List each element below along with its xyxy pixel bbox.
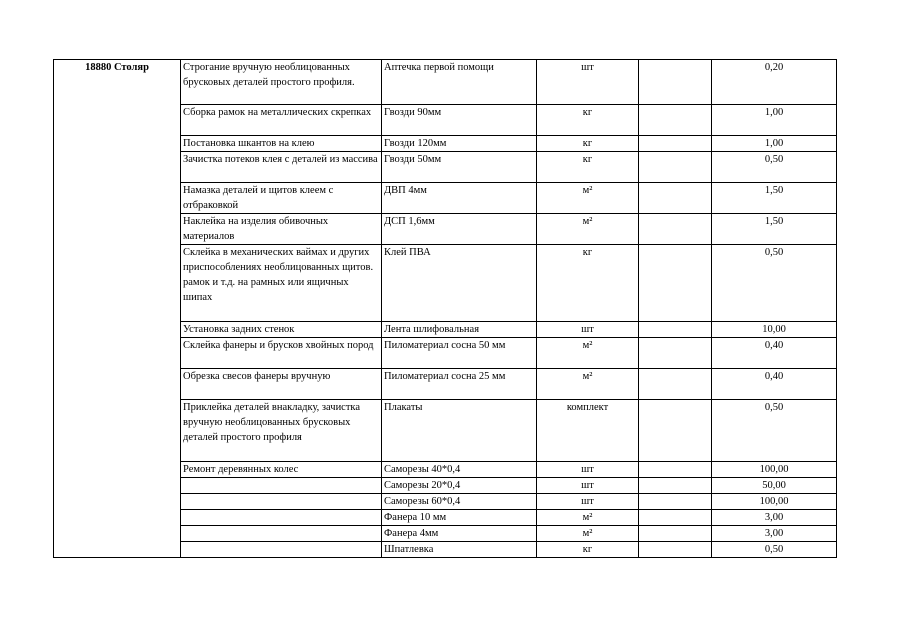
unit-cell: шт <box>537 322 639 338</box>
work-cell: Установка задних стенок <box>181 322 382 338</box>
quantity-cell: 3,00 <box>712 510 837 526</box>
unit-cell: кг <box>537 136 639 152</box>
material-cell: Фанера 10 мм <box>382 510 537 526</box>
empty-cell <box>639 510 712 526</box>
quantity-cell: 0,40 <box>712 369 837 400</box>
quantity-cell: 1,50 <box>712 183 837 214</box>
unit-cell: м² <box>537 526 639 542</box>
work-cell: Склейка фанеры и брусков хвойных пород <box>181 338 382 369</box>
unit-cell: м² <box>537 510 639 526</box>
work-cell: Постановка шкантов на клею <box>181 136 382 152</box>
material-cell: Гвозди 50мм <box>382 152 537 183</box>
quantity-cell: 0,40 <box>712 338 837 369</box>
quantity-cell: 0,50 <box>712 152 837 183</box>
unit-cell: м² <box>537 183 639 214</box>
work-cell <box>181 494 382 510</box>
unit-cell: шт <box>537 478 639 494</box>
work-cell: Наклейка на изделия обивочных материалов <box>181 214 382 245</box>
materials-table <box>53 59 837 558</box>
unit-cell: кг <box>537 152 639 183</box>
unit-cell: кг <box>537 542 639 558</box>
material-cell: Пиломатериал сосна 25 мм <box>382 369 537 400</box>
empty-cell <box>639 183 712 214</box>
table-row <box>54 60 837 105</box>
work-cell: Сборка рамок на металлических скрепках <box>181 105 382 136</box>
empty-cell <box>639 494 712 510</box>
unit-cell: м² <box>537 369 639 400</box>
work-cell: Строгание вручную необлицованных брусковых деталей простого профиля. <box>181 60 382 105</box>
empty-cell <box>639 369 712 400</box>
materials-table-body <box>54 60 837 558</box>
empty-cell <box>639 136 712 152</box>
quantity-cell: 100,00 <box>712 462 837 478</box>
unit-cell: м² <box>537 214 639 245</box>
material-cell: Лента шлифовальная <box>382 322 537 338</box>
unit-cell: комплект <box>537 400 639 462</box>
quantity-cell: 0,50 <box>712 542 837 558</box>
quantity-cell: 0,50 <box>712 245 837 322</box>
quantity-cell: 0,50 <box>712 400 837 462</box>
empty-cell <box>639 542 712 558</box>
empty-cell <box>639 338 712 369</box>
quantity-cell: 100,00 <box>712 494 837 510</box>
unit-cell: м² <box>537 338 639 369</box>
quantity-cell: 0,20 <box>712 60 837 105</box>
empty-cell <box>639 60 712 105</box>
work-cell <box>181 478 382 494</box>
quantity-cell: 3,00 <box>712 526 837 542</box>
empty-cell <box>639 400 712 462</box>
empty-cell <box>639 462 712 478</box>
material-cell: Плакаты <box>382 400 537 462</box>
material-cell: ДСП 1,6мм <box>382 214 537 245</box>
work-cell: Ремонт деревянных колес <box>181 462 382 478</box>
quantity-cell: 50,00 <box>712 478 837 494</box>
material-cell: Саморезы 40*0,4 <box>382 462 537 478</box>
unit-cell: кг <box>537 105 639 136</box>
unit-cell: шт <box>537 494 639 510</box>
quantity-cell: 1,00 <box>712 136 837 152</box>
empty-cell <box>639 245 712 322</box>
unit-cell: шт <box>537 60 639 105</box>
material-cell: Саморезы 60*0,4 <box>382 494 537 510</box>
quantity-cell: 10,00 <box>712 322 837 338</box>
empty-cell <box>639 322 712 338</box>
material-cell: Фанера 4мм <box>382 526 537 542</box>
empty-cell <box>639 105 712 136</box>
material-cell: Клей ПВА <box>382 245 537 322</box>
work-cell: Зачистка потеков клея с деталей из массива <box>181 152 382 183</box>
empty-cell <box>639 152 712 183</box>
work-cell: Намазка деталей и щитов клеем с отбраковкой <box>181 183 382 214</box>
work-cell <box>181 526 382 542</box>
unit-cell: шт <box>537 462 639 478</box>
material-cell: Пиломатериал сосна 50 мм <box>382 338 537 369</box>
unit-cell: кг <box>537 245 639 322</box>
work-cell <box>181 542 382 558</box>
empty-cell <box>639 214 712 245</box>
quantity-cell: 1,50 <box>712 214 837 245</box>
empty-cell <box>639 478 712 494</box>
material-cell: Шпатлевка <box>382 542 537 558</box>
work-cell: Обрезка свесов фанеры вручную <box>181 369 382 400</box>
empty-cell <box>639 526 712 542</box>
profession-cell: 18880 Столяр <box>54 60 181 558</box>
quantity-cell: 1,00 <box>712 105 837 136</box>
material-cell: Гвозди 90мм <box>382 105 537 136</box>
material-cell: ДВП 4мм <box>382 183 537 214</box>
material-cell: Саморезы 20*0,4 <box>382 478 537 494</box>
material-cell: Аптечка первой помощи <box>382 60 537 105</box>
material-cell: Гвозди 120мм <box>382 136 537 152</box>
work-cell: Приклейка деталей внакладку, зачистка вручную необлицованных брусковых деталей простого профиля <box>181 400 382 462</box>
work-cell <box>181 510 382 526</box>
work-cell: Склейка в механических ваймах и других приспособлениях необлицованных щитов. рамок и т.д. на рамных или ящичных шипах <box>181 245 382 322</box>
